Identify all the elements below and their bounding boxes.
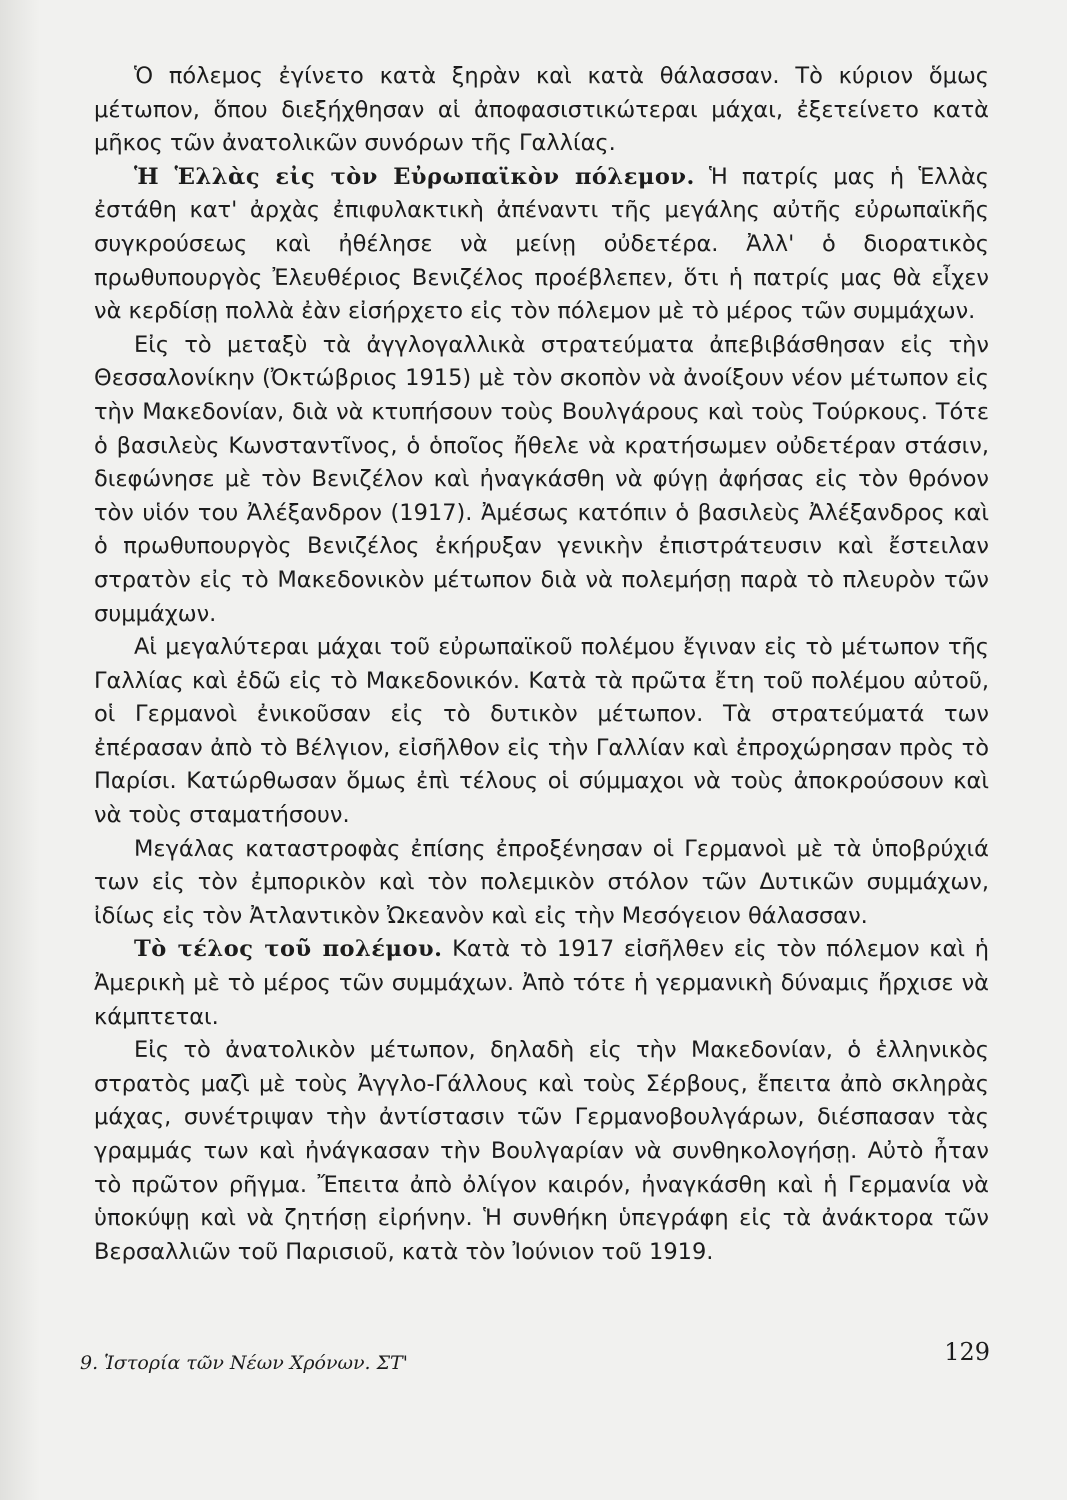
paragraph-text: Εἰς τὸ ἀνατολικὸν μέτωπον, δηλαδὴ εἰς τὴν Μακεδονίαν, ὁ ἑλληνικὸς στρατὸς μαζὶ μὲ τοὺς Ἀγγλο-Γάλλους καὶ τοὺς Σέρβους, ἔπειτα ἀπὸ σκληρὰς μάχας, συνέτριψαν τὴν ἀντίστασιν τῶν Γερμανοβουλγάρων, διέσπασαν τὰς γραμμάς των καὶ ἠνάγκασαν τὴν Βουλγαρίαν νὰ συνθηκολογήσῃ. Αὐτὸ ἦταν τὸ πρῶτον ρῆγμα. Ἔπειτα ἀπὸ ὀλίγον καιρόν, ἠναγκάσθη καὶ ἡ Γερμανία νὰ ὑποκύψῃ καὶ νὰ ζητήσῃ εἰρήνην. Ἡ συνθήκη ὑπεγράφη εἰς τὰ ἀνάκτορα τῶν Βερσαλλιῶν τοῦ Παρισιοῦ, κατὰ τὸν Ἰούνιον τοῦ 1919. — [94, 1037, 989, 1265]
paragraph-text: Ἡ πατρίς μας ἡ Ἑλλὰς ἐστάθη κατ' ἀρχὰς ἐπιφυλακτικὴ ἀπέναντι τῆς μεγάλης αὐτῆς εὐρωπαϊκῆς συγκρούσεως καὶ ἠθέλησε νὰ μείνῃ οὐδετέρα. Ἀλλ' ὁ διορατικὸς πρωθυπουργὸς Ἐλευθέριος Βενιζέλος προέβλεπεν, ὅτι ἡ πατρίς μας θὰ εἶχεν νὰ κερδίσῃ πολλὰ ἐὰν εἰσήρχετο εἰς τὸν πόλεμον μὲ τὸ μέρος τῶν συμμάχων. — [94, 163, 989, 325]
footer-book-title: 9. Ἱστορία τῶν Νέων Χρόνων. ΣΤ' — [80, 1352, 408, 1374]
paragraph-eastern-front — [94, 1034, 989, 1269]
section-heading-end-of-war: Τὸ τέλος τοῦ πολέμου. — [134, 936, 443, 963]
text-body — [94, 60, 989, 1269]
paragraph-war-fronts — [94, 60, 989, 161]
paragraph-text: Αἱ μεγαλύτεραι μάχαι τοῦ εὐρωπαϊκοῦ πολέμου ἔγιναν εἰς τὸ μέτωπον τῆς Γαλλίας καὶ ἐδῶ εἰς τὸ Μακεδονικόν. Κατὰ τὰ πρῶτα ἔτη τοῦ πολέμου αὐτοῦ, οἱ Γερμανοὶ ἐνικοῦσαν εἰς τὸ δυτικὸν μέτωπον. Τὰ στρατεύματά των ἐπέρασαν ἀπὸ τὸ Βέλγιον, εἰσῆλθον εἰς τὴν Γαλλίαν καὶ ἐπροχώρησαν πρὸς τὸ Παρίσι. Κατώρθωσαν ὅμως ἐπὶ τέλους οἱ σύμμαχοι νὰ τοὺς ἀποκρούσουν καὶ νὰ τοὺς σταματήσουν. — [94, 634, 989, 829]
paragraph-major-battles — [94, 631, 989, 833]
paragraph-greece-in-war — [94, 161, 989, 329]
paragraph-text: Ὁ πόλεμος ἐγίνετο κατὰ ξηρὰν καὶ κατὰ θάλασσαν. Τὸ κύριον ὅμως μέτωπον, ὅπου διεξήχθησαν αἱ ἀποφασιστικώτεραι μάχαι, ἐξετείνετο κατὰ μῆκος τῶν ἀνατολικῶν συνόρων τῆς Γαλλίας. — [94, 63, 989, 157]
page-edge-shadow — [0, 0, 40, 1500]
section-heading-greece: Ἡ Ἑλλὰς εἰς τὸν Εὐρωπαϊκὸν πόλεμον. — [134, 163, 695, 190]
paragraph-thessaloniki-landing — [94, 329, 989, 631]
paragraph-text: Μεγάλας καταστροφὰς ἐπίσης ἐπροξένησαν οἱ Γερμανοὶ μὲ τὰ ὑποβρύχιά των εἰς τὸν ἐμπορικὸν καὶ τὸν πολεμικὸν στόλον τῶν Δυτικῶν συμμάχων, ἰδίως εἰς τὸν Ἀτλαντικὸν Ὠκεανὸν καὶ εἰς τὴν Μεσόγειον θάλασσαν. — [94, 835, 989, 929]
page-footer — [80, 1338, 990, 1378]
paragraph-text: Κατὰ τὸ 1917 εἰσῆλθεν εἰς τὸν πόλεμον καὶ ἡ Ἀμερικὴ μὲ τὸ μέρος τῶν συμμάχων. Ἀπὸ τότε ἡ γερμανικὴ δύναμις ἤρχισε νὰ κάμπτεται. — [94, 936, 989, 1030]
paragraph-end-of-war — [94, 933, 989, 1034]
page-number: 129 — [944, 1338, 990, 1366]
paragraph-submarines — [94, 833, 989, 934]
paragraph-text: Εἰς τὸ μεταξὺ τὰ ἀγγλογαλλικὰ στρατεύματα ἀπεβιβάσθησαν εἰς τὴν Θεσσαλονίκην (Ὀκτώβριος 1915) μὲ τὸν σκοπὸν νὰ ἀνοίξουν νέον μέτωπον εἰς τὴν Μακεδονίαν, διὰ νὰ κτυπήσουν τοὺς Βουλγάρους καὶ τοὺς Τούρκους. Τότε ὁ βασιλεὺς Κωνσταντῖνος, ὁ ὁποῖος ἤθελε νὰ κρατήσωμεν οὐδετέραν στάσιν, διεφώνησε μὲ τὸν Βενιζέλον καὶ ἠναγκάσθη νὰ φύγῃ ἀφήσας εἰς τὸν θρόνον τὸν υἱόν του Ἀλέξανδρον (1917). Ἀμέσως κατόπιν ὁ βασιλεὺς Ἀλέξανδρος καὶ ὁ πρωθυπουργὸς Βενιζέλος ἐκήρυξαν γενικὴν ἐπιστράτευσιν καὶ ἔστειλαν στρατὸν εἰς τὸ Μακεδονικὸν μέτωπον διὰ νὰ πολεμήσῃ παρὰ τὸ πλευρὸν τῶν συμμάχων. — [94, 331, 989, 627]
